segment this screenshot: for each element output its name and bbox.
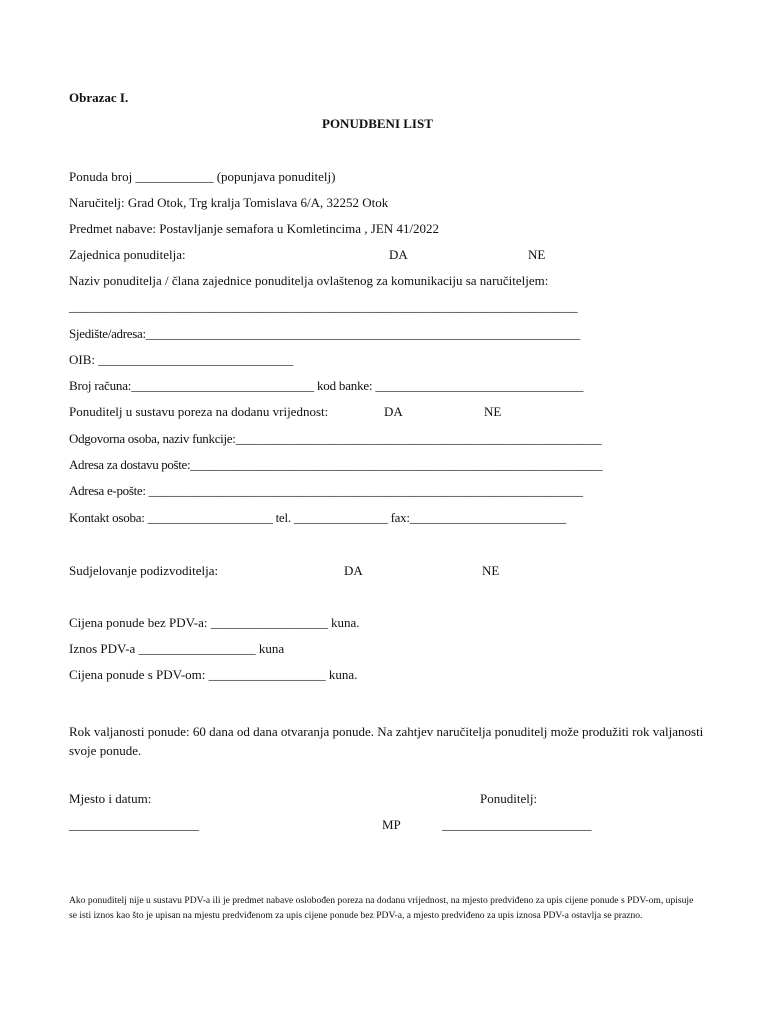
price-without-vat-field: Cijena ponude bez PDV-a: __________________ kuna.: [69, 615, 360, 630]
form-label: Obrazac I.: [69, 90, 129, 105]
consortium-label: Zajednica ponuditelja:: [69, 247, 186, 262]
vat-footnote: Ako ponuditelj nije u sustavu PDV-a ili je predmet nabave oslobođen poreza na dodanu vrijednost, na mjesto predviđeno za upis cijene ponude s PDV-om, upisuje se isti iznos kao što je upisan na mjestu predviđenom za upis cijene ponude bez PDV-a, a mjesto predviđeno za upis iznosa PDV-a ostavlja se prazno.: [69, 895, 694, 921]
document-title: PONUDBENI LIST: [322, 116, 433, 131]
contact-field: Kontakt osoba: ____________________ tel. _______________ fax:_________________________: [69, 510, 567, 525]
vat-amount-field: Iznos PDV-a __________________ kuna: [69, 641, 285, 656]
validity-paragraph: Rok valjanosti ponude: 60 dana od dana otvaranja ponude. Na zahtjev naručitelja ponuditelj može produžiti rok valjanosti svoje ponude.: [69, 724, 704, 758]
subcontractor-label: Sudjelovanje podizvoditelja:: [69, 563, 219, 578]
subcontractor-no-option: NE: [482, 563, 500, 578]
vat-yes-option: DA: [384, 404, 403, 419]
subject-line: Predmet nabave: Postavljanje semafora u Komletincima , JEN 41/2022: [69, 221, 440, 236]
consortium-no-option: NE: [528, 247, 546, 262]
bidder-name-label: Naziv ponuditelja / člana zajednice ponuditelja ovlaštenog za komunikaciju sa naručiteljem:: [69, 273, 549, 288]
place-date-label: Mjesto i datum:: [69, 791, 152, 806]
offer-number-field: Ponuda broj ____________ (popunjava ponuditelj): [69, 169, 336, 184]
client-line: Naručitelj: Grad Otok, Trg kralja Tomislava 6/A, 32252 Otok: [69, 195, 389, 210]
bidder-signature-label: Ponuditelj:: [480, 791, 538, 806]
bidder-name-line: ____________________________________________________________________________________: [69, 299, 578, 314]
subcontractor-yes-option: DA: [344, 563, 363, 578]
seat-address-field: Sjedište/adresa:______________________________________________________________________: [69, 326, 580, 341]
responsible-person-field: Odgovorna osoba, naziv funkcije:___________________________________________________________: [69, 431, 602, 446]
oib-field: OIB: ______________________________: [69, 352, 294, 367]
vat-system-label: Ponuditelj u sustavu poreza na dodanu vrijednost:: [69, 404, 329, 419]
price-with-vat-field: Cijena ponude s PDV-om: __________________ kuna.: [69, 667, 358, 682]
bidder-signature-line: _______________________: [442, 817, 592, 832]
consortium-yes-option: DA: [389, 247, 408, 262]
stamp-mark: MP: [382, 817, 401, 832]
account-number-field: Broj računa:_____________________________ kod banke: _________________________________: [69, 378, 584, 393]
email-address-field: Adresa e-pošte: ______________________________________________________________________: [69, 483, 583, 498]
vat-no-option: NE: [484, 404, 502, 419]
postal-address-field: Adresa za dostavu pošte:___________________________________________________________________: [69, 457, 603, 472]
place-date-line: ____________________: [69, 817, 199, 832]
